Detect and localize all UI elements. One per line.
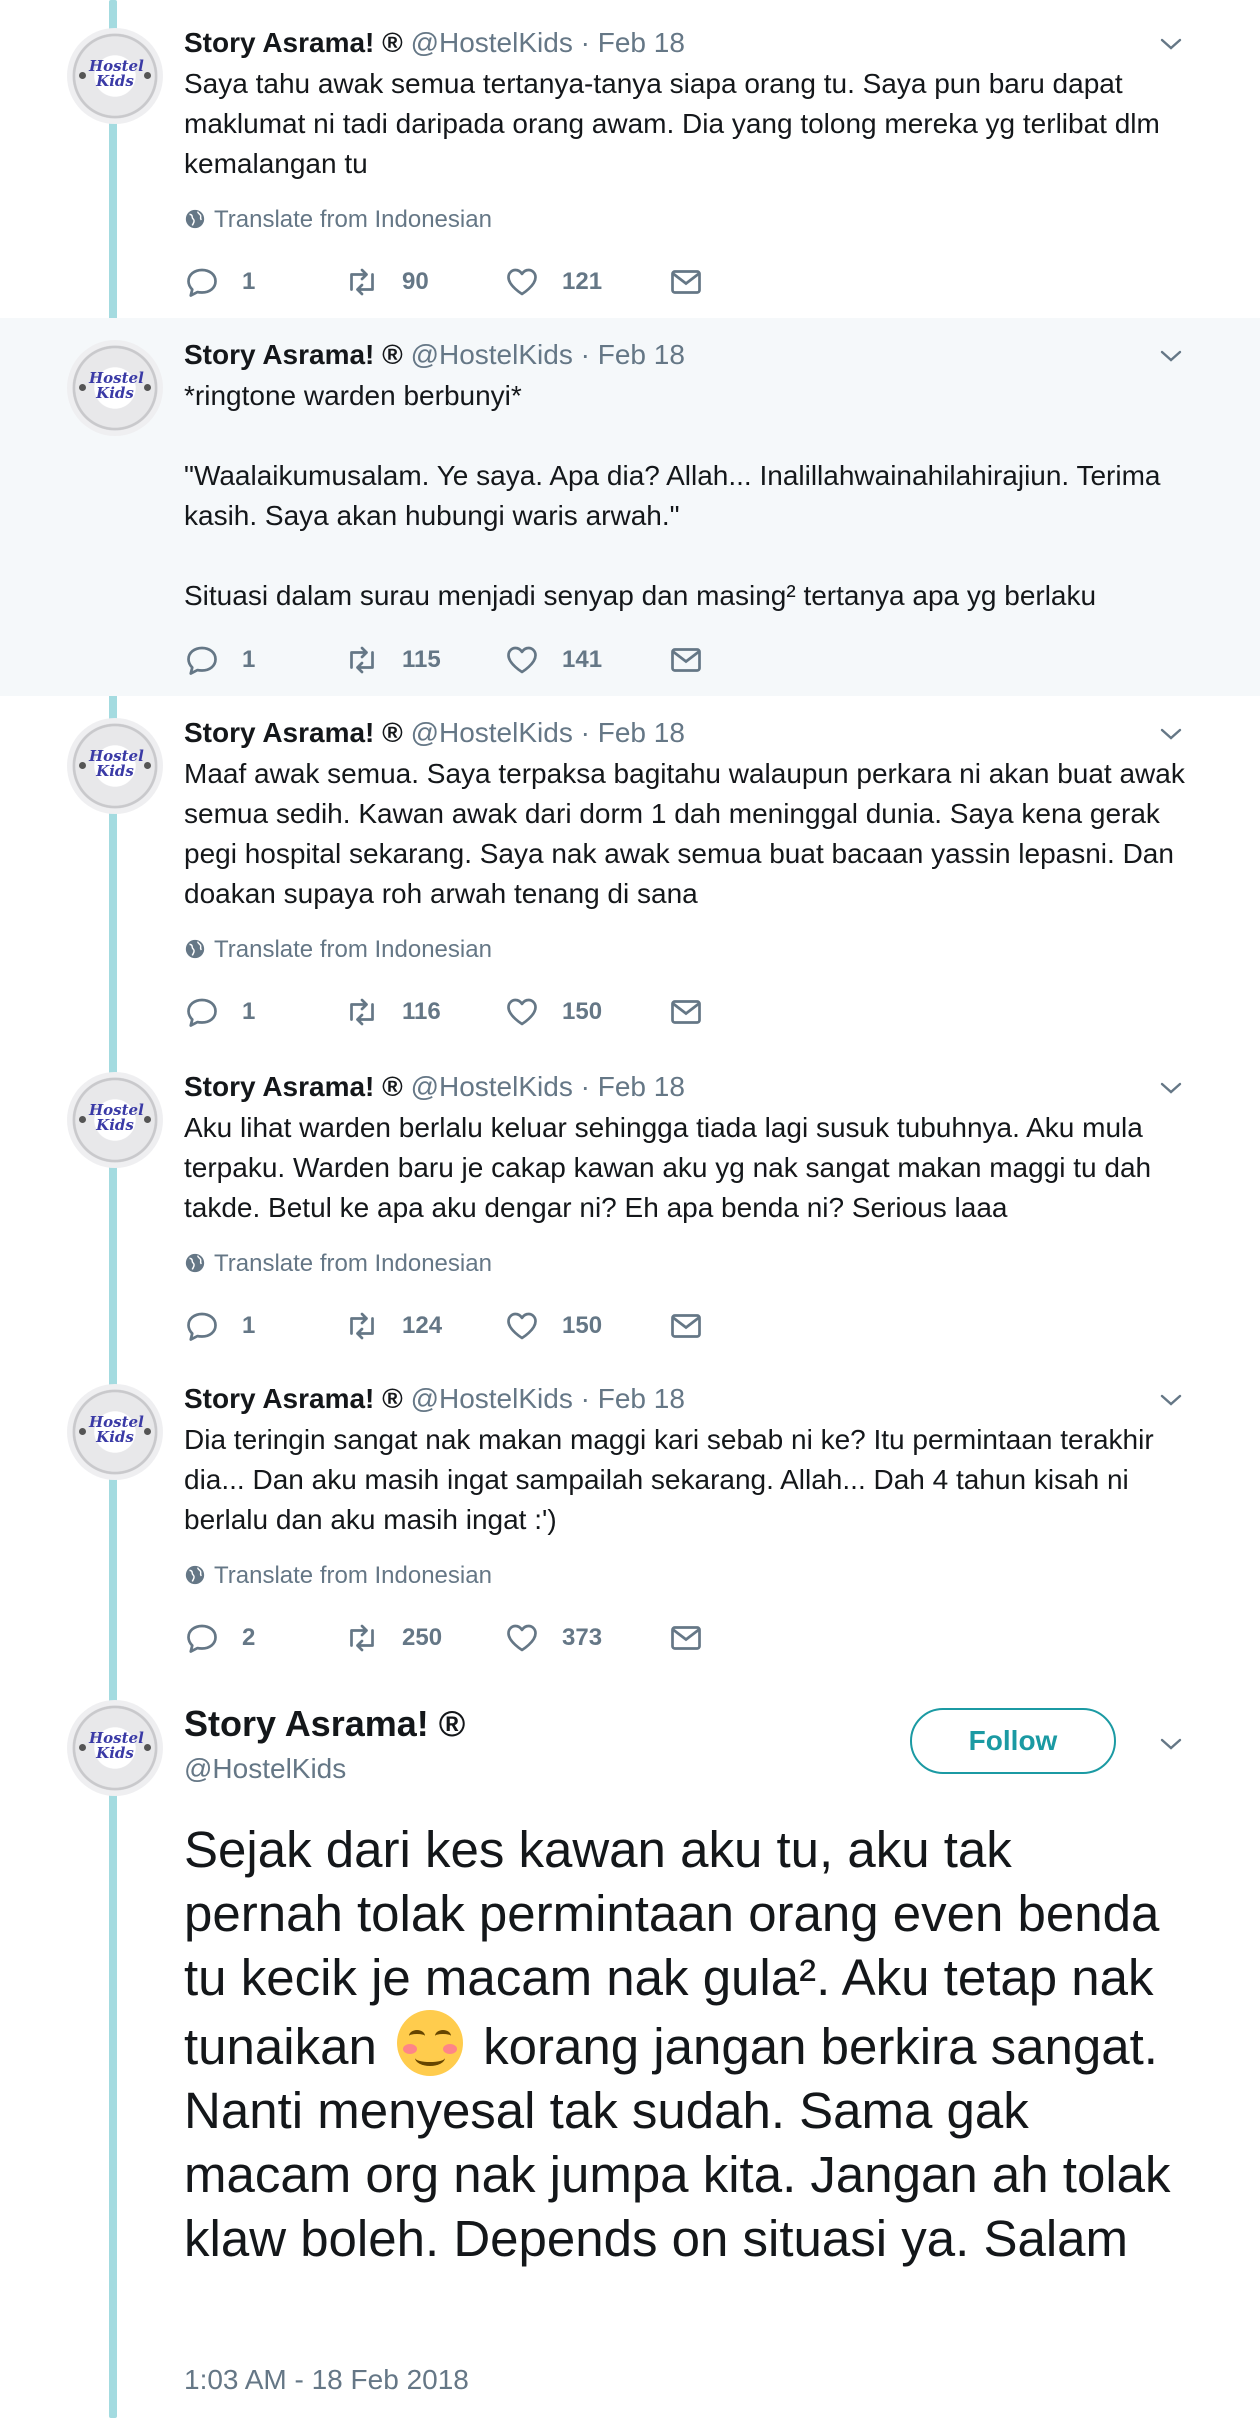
handle[interactable]: @HostelKids bbox=[184, 1753, 347, 1784]
chevron-down-icon[interactable] bbox=[1159, 344, 1183, 368]
tweet-header: Story Asrama! ® @HostelKids · Feb 18 bbox=[184, 339, 685, 370]
reply-button[interactable]: 1 bbox=[184, 640, 255, 680]
envelope-icon bbox=[668, 1620, 704, 1656]
globe-icon bbox=[184, 1564, 206, 1586]
tweet-text: Saya tahu awak semua tertanya-tanya siapa orang tu. Saya pun baru dapat maklumat ni tadi daripada orang awam. Dia yang tolong mereka yg terlibat dlm kemalangan tu bbox=[184, 68, 1168, 179]
tweet-header: Story Asrama! ® @HostelKids · Feb 18 bbox=[184, 717, 685, 748]
reply-button[interactable]: 1 bbox=[184, 992, 255, 1032]
tweet-text: Dia teringin sangat nak makan maggi kari sebab ni ke? Itu permintaan terakhir dia... Dan aku masih ingat sampailah sekarang. Allah... Dah 4 tahun kisah ni berlalu dan aku masih ingat :') bbox=[184, 1424, 1162, 1535]
translate-link[interactable]: Translate from Indonesian bbox=[184, 1561, 492, 1591]
tweet-actions bbox=[184, 992, 884, 1032]
main-tweet-text: Sejak dari kes kawan aku tu, aku tak pernah tolak permintaan orang even benda tu kecik je macam nak gula². Aku tetap nak tunaikan korang jangan berkira sangat. Nanti menyesal tak sudah. Sama gak macam org nak jumpa kita. Jangan ah tolak klaw boleh. Depends on situasi ya. Salam bbox=[184, 1821, 1171, 2267]
display-name[interactable]: Story Asrama! ® bbox=[184, 339, 403, 370]
envelope-icon bbox=[668, 994, 704, 1030]
retweet-icon bbox=[344, 994, 380, 1030]
tweet-header: Story Asrama! ® @HostelKids · Feb 18 bbox=[184, 27, 685, 58]
tweet-date[interactable]: Feb 18 bbox=[597, 717, 685, 748]
heart-icon bbox=[504, 1620, 540, 1656]
tweet-header: Story Asrama! ® @HostelKids · Feb 18 bbox=[184, 1383, 685, 1414]
retweet-button[interactable]: 115 bbox=[344, 640, 441, 680]
globe-icon bbox=[184, 1252, 206, 1274]
tweet[interactable] bbox=[0, 1050, 1260, 1362]
display-name[interactable]: Story Asrama! ® bbox=[184, 1071, 403, 1102]
reply-icon bbox=[184, 1620, 220, 1656]
tweet-date[interactable]: Feb 18 bbox=[597, 1071, 685, 1102]
reply-icon bbox=[184, 1308, 220, 1344]
tweet-actions bbox=[184, 262, 884, 302]
display-name[interactable]: Story Asrama! ® bbox=[184, 1703, 466, 1744]
avatar-logo: Hostel Kids bbox=[89, 1729, 144, 1762]
chevron-down-icon[interactable] bbox=[1159, 32, 1183, 56]
avatar[interactable] bbox=[67, 1700, 163, 1796]
chevron-down-icon[interactable] bbox=[1159, 1388, 1183, 1412]
envelope-icon bbox=[668, 264, 704, 300]
dm-button[interactable] bbox=[668, 262, 704, 302]
tweet[interactable] bbox=[0, 318, 1260, 696]
handle[interactable]: @HostelKids bbox=[410, 27, 573, 58]
follow-button[interactable]: Follow bbox=[910, 1708, 1116, 1774]
handle[interactable]: @HostelKids bbox=[410, 717, 573, 748]
dm-button[interactable] bbox=[668, 640, 704, 680]
retweet-icon bbox=[344, 264, 380, 300]
retweet-button[interactable]: 250 bbox=[344, 1618, 442, 1658]
tweet-timestamp[interactable]: 1:03 AM - 18 Feb 2018 bbox=[184, 2364, 469, 2395]
dm-button[interactable] bbox=[668, 1618, 704, 1658]
globe-icon bbox=[184, 938, 206, 960]
envelope-icon bbox=[668, 642, 704, 678]
display-name[interactable]: Story Asrama! ® bbox=[184, 1383, 403, 1414]
tweet-date[interactable]: Feb 18 bbox=[597, 27, 685, 58]
translate-link[interactable]: Translate from Indonesian bbox=[184, 205, 492, 235]
like-button[interactable]: 141 bbox=[504, 640, 602, 680]
chevron-down-icon[interactable] bbox=[1159, 722, 1183, 746]
retweet-button[interactable]: 124 bbox=[344, 1306, 442, 1346]
heart-icon bbox=[504, 642, 540, 678]
avatar-logo: Hostel Kids bbox=[89, 57, 144, 90]
tweet[interactable] bbox=[0, 1362, 1260, 1674]
tweet-actions bbox=[184, 640, 884, 680]
translate-link[interactable]: Translate from Indonesian bbox=[184, 1249, 492, 1279]
avatar[interactable] bbox=[67, 718, 163, 814]
chevron-down-icon[interactable] bbox=[1159, 1732, 1183, 1756]
handle[interactable]: @HostelKids bbox=[410, 1383, 573, 1414]
avatar-logo: Hostel Kids bbox=[89, 747, 144, 780]
heart-icon bbox=[504, 264, 540, 300]
envelope-icon bbox=[668, 1308, 704, 1344]
like-button[interactable]: 373 bbox=[504, 1618, 602, 1658]
tweet-actions bbox=[184, 1618, 884, 1658]
retweet-button[interactable]: 90 bbox=[344, 262, 429, 302]
tweet-text: Maaf awak semua. Saya terpaksa bagitahu walaupun perkara ni akan buat awak semua sedih. Kawan awak dari dorm 1 dah meninggal dunia. Saya kena gerak pegi hospital sekarang. Saya nak awak semua buat bacaan yassin lepasni. Dan doakan supaya roh arwah tenang di sana bbox=[184, 758, 1193, 909]
tweet-date[interactable]: Feb 18 bbox=[597, 339, 685, 370]
avatar[interactable] bbox=[67, 1072, 163, 1168]
tweet-header: Story Asrama! ® @HostelKids · Feb 18 bbox=[184, 1071, 685, 1102]
retweet-icon bbox=[344, 1620, 380, 1656]
handle[interactable]: @HostelKids bbox=[410, 1071, 573, 1102]
reply-button[interactable]: 1 bbox=[184, 1306, 255, 1346]
avatar-logo: Hostel Kids bbox=[89, 1413, 144, 1446]
tweet-date[interactable]: Feb 18 bbox=[597, 1383, 685, 1414]
tweet[interactable] bbox=[0, 0, 1260, 318]
like-button[interactable]: 150 bbox=[504, 1306, 602, 1346]
dm-button[interactable] bbox=[668, 992, 704, 1032]
tweet-actions bbox=[184, 1306, 884, 1346]
reply-icon bbox=[184, 264, 220, 300]
retweet-icon bbox=[344, 642, 380, 678]
avatar[interactable] bbox=[67, 340, 163, 436]
tweet-text: *ringtone warden berbunyi* "Waalaikumusalam. Ye saya. Apa dia? Allah... Inalillahwainahilahirajiun. Terima kasih. Saya akan hubungi waris arwah." Situasi dalam surau menjadi senyap dan masing² tertanya apa yg berlaku bbox=[184, 380, 1161, 611]
chevron-down-icon[interactable] bbox=[1159, 1076, 1183, 1100]
reply-button[interactable]: 2 bbox=[184, 1618, 255, 1658]
avatar-logo: Hostel Kids bbox=[89, 369, 144, 402]
tweet[interactable] bbox=[0, 696, 1260, 1050]
avatar-logo: Hostel Kids bbox=[89, 1101, 144, 1134]
heart-icon bbox=[504, 994, 540, 1030]
like-button[interactable]: 121 bbox=[504, 262, 602, 302]
avatar[interactable] bbox=[67, 28, 163, 124]
retweet-icon bbox=[344, 1308, 380, 1344]
globe-icon bbox=[184, 208, 206, 230]
reply-icon bbox=[184, 994, 220, 1030]
display-name[interactable]: Story Asrama! ® bbox=[184, 717, 403, 748]
reply-icon bbox=[184, 642, 220, 678]
avatar[interactable] bbox=[67, 1384, 163, 1480]
reply-button[interactable]: 1 bbox=[184, 262, 255, 302]
heart-icon bbox=[504, 1308, 540, 1344]
smiling-face-with-blush-emoji bbox=[397, 2010, 463, 2076]
handle[interactable]: @HostelKids bbox=[410, 339, 573, 370]
tweet-text: Aku lihat warden berlalu keluar sehingga tiada lagi susuk tubuhnya. Aku mula terpaku. Warden baru je cakap kawan aku yg nak sangat makan maggi tu dah takde. Betul ke apa aku dengar ni? Eh apa benda ni? Serious laaa bbox=[184, 1112, 1159, 1223]
translate-link[interactable]: Translate from Indonesian bbox=[184, 935, 492, 965]
like-button[interactable]: 150 bbox=[504, 992, 602, 1032]
dm-button[interactable] bbox=[668, 1306, 704, 1346]
retweet-button[interactable]: 116 bbox=[344, 992, 441, 1032]
display-name[interactable]: Story Asrama! ® bbox=[184, 27, 403, 58]
